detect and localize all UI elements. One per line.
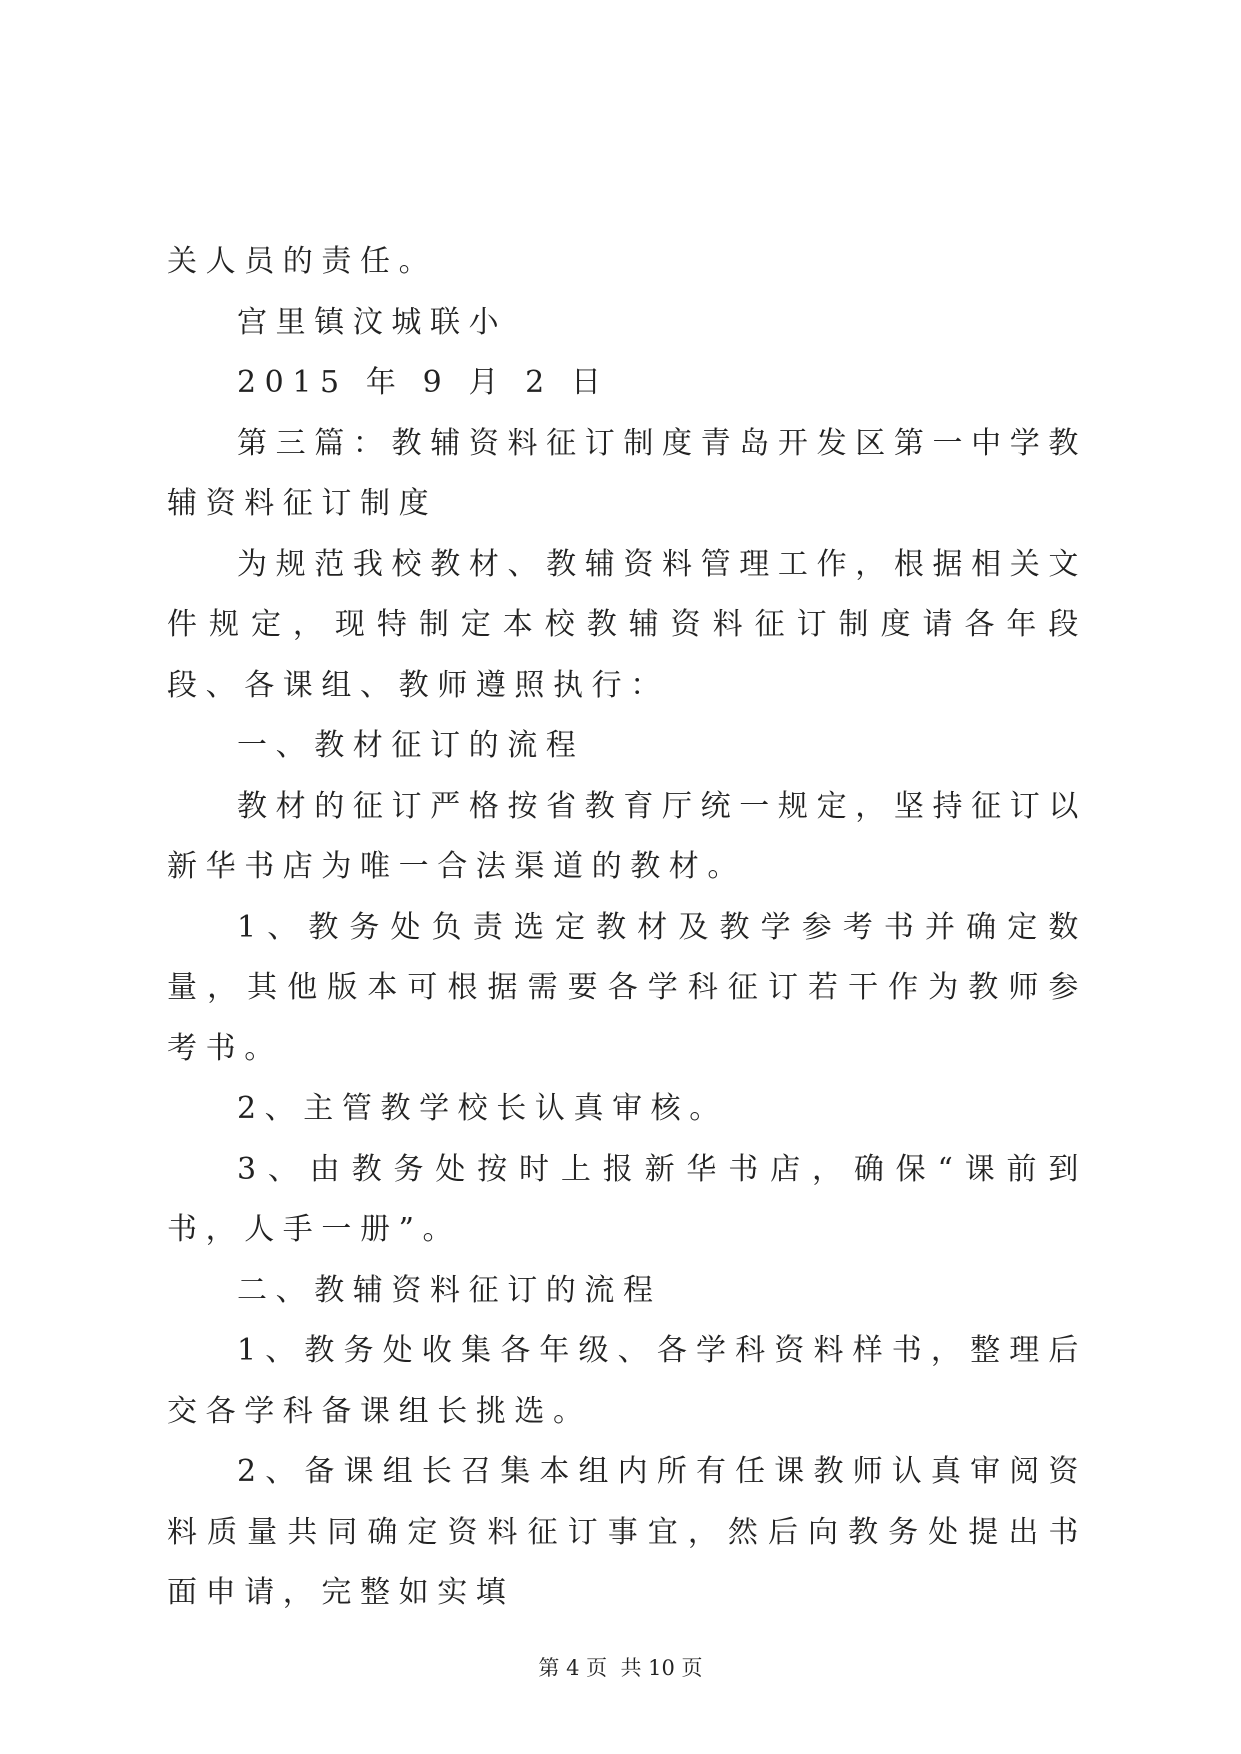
paragraph-textbook-rule: 教材的征订严格按省教育厅统一规定，坚持征订以新华书店为唯一合法渠道的教材。 [167, 788, 1087, 884]
paragraph-heading-materials: 二、教辅资料征订的流程 [237, 1272, 662, 1308]
paragraph-intro: 为规范我校教材、教辅资料管理工作，根据相关文件规定，现特制定本校教辅资料征订制度请各年段段、各课组、教师遵照执行： [167, 546, 1087, 703]
paragraph-textbook-step-2: 2、主管教学校长认真审核。 [237, 1091, 728, 1126]
paragraph-signature-date: 2015 年 9 月 2 日 [237, 365, 610, 400]
page-footer [0, 1652, 1241, 1682]
paragraph-materials-step-2: 2、备课组长召集本组内所有任课教师认真审阅资料质量共同确定资料征订事宜，然后向教务处提出书面申请，完整如实填 [167, 1454, 1087, 1610]
document-body [167, 232, 1087, 1624]
paragraph-textbook-step-1: 1、教务处负责选定教材及教学参考书并确定数量，其他版本可根据需要各学科征订若干作为教师参考书。 [167, 909, 1087, 1066]
paragraph-section-title: 第三篇：教辅资料征订制度青岛开发区第一中学教辅资料征订制度 [167, 425, 1087, 521]
paragraph-continuation: 关人员的责任。 [167, 244, 438, 279]
paragraph-heading-textbook: 一、教材征订的流程 [237, 728, 585, 763]
page-number-label: 第 4 页 共 10 页 [538, 1656, 703, 1680]
paragraph-materials-step-1: 1、教务处收集各年级、各学科资料样书，整理后交各学科备课组长挑选。 [167, 1333, 1087, 1429]
paragraph-textbook-step-3: 3、由教务处按时上报新华书店，确保“课前到书，人手一册”。 [167, 1151, 1087, 1247]
paragraph-signature-school: 宫里镇汶城联小 [237, 304, 508, 340]
